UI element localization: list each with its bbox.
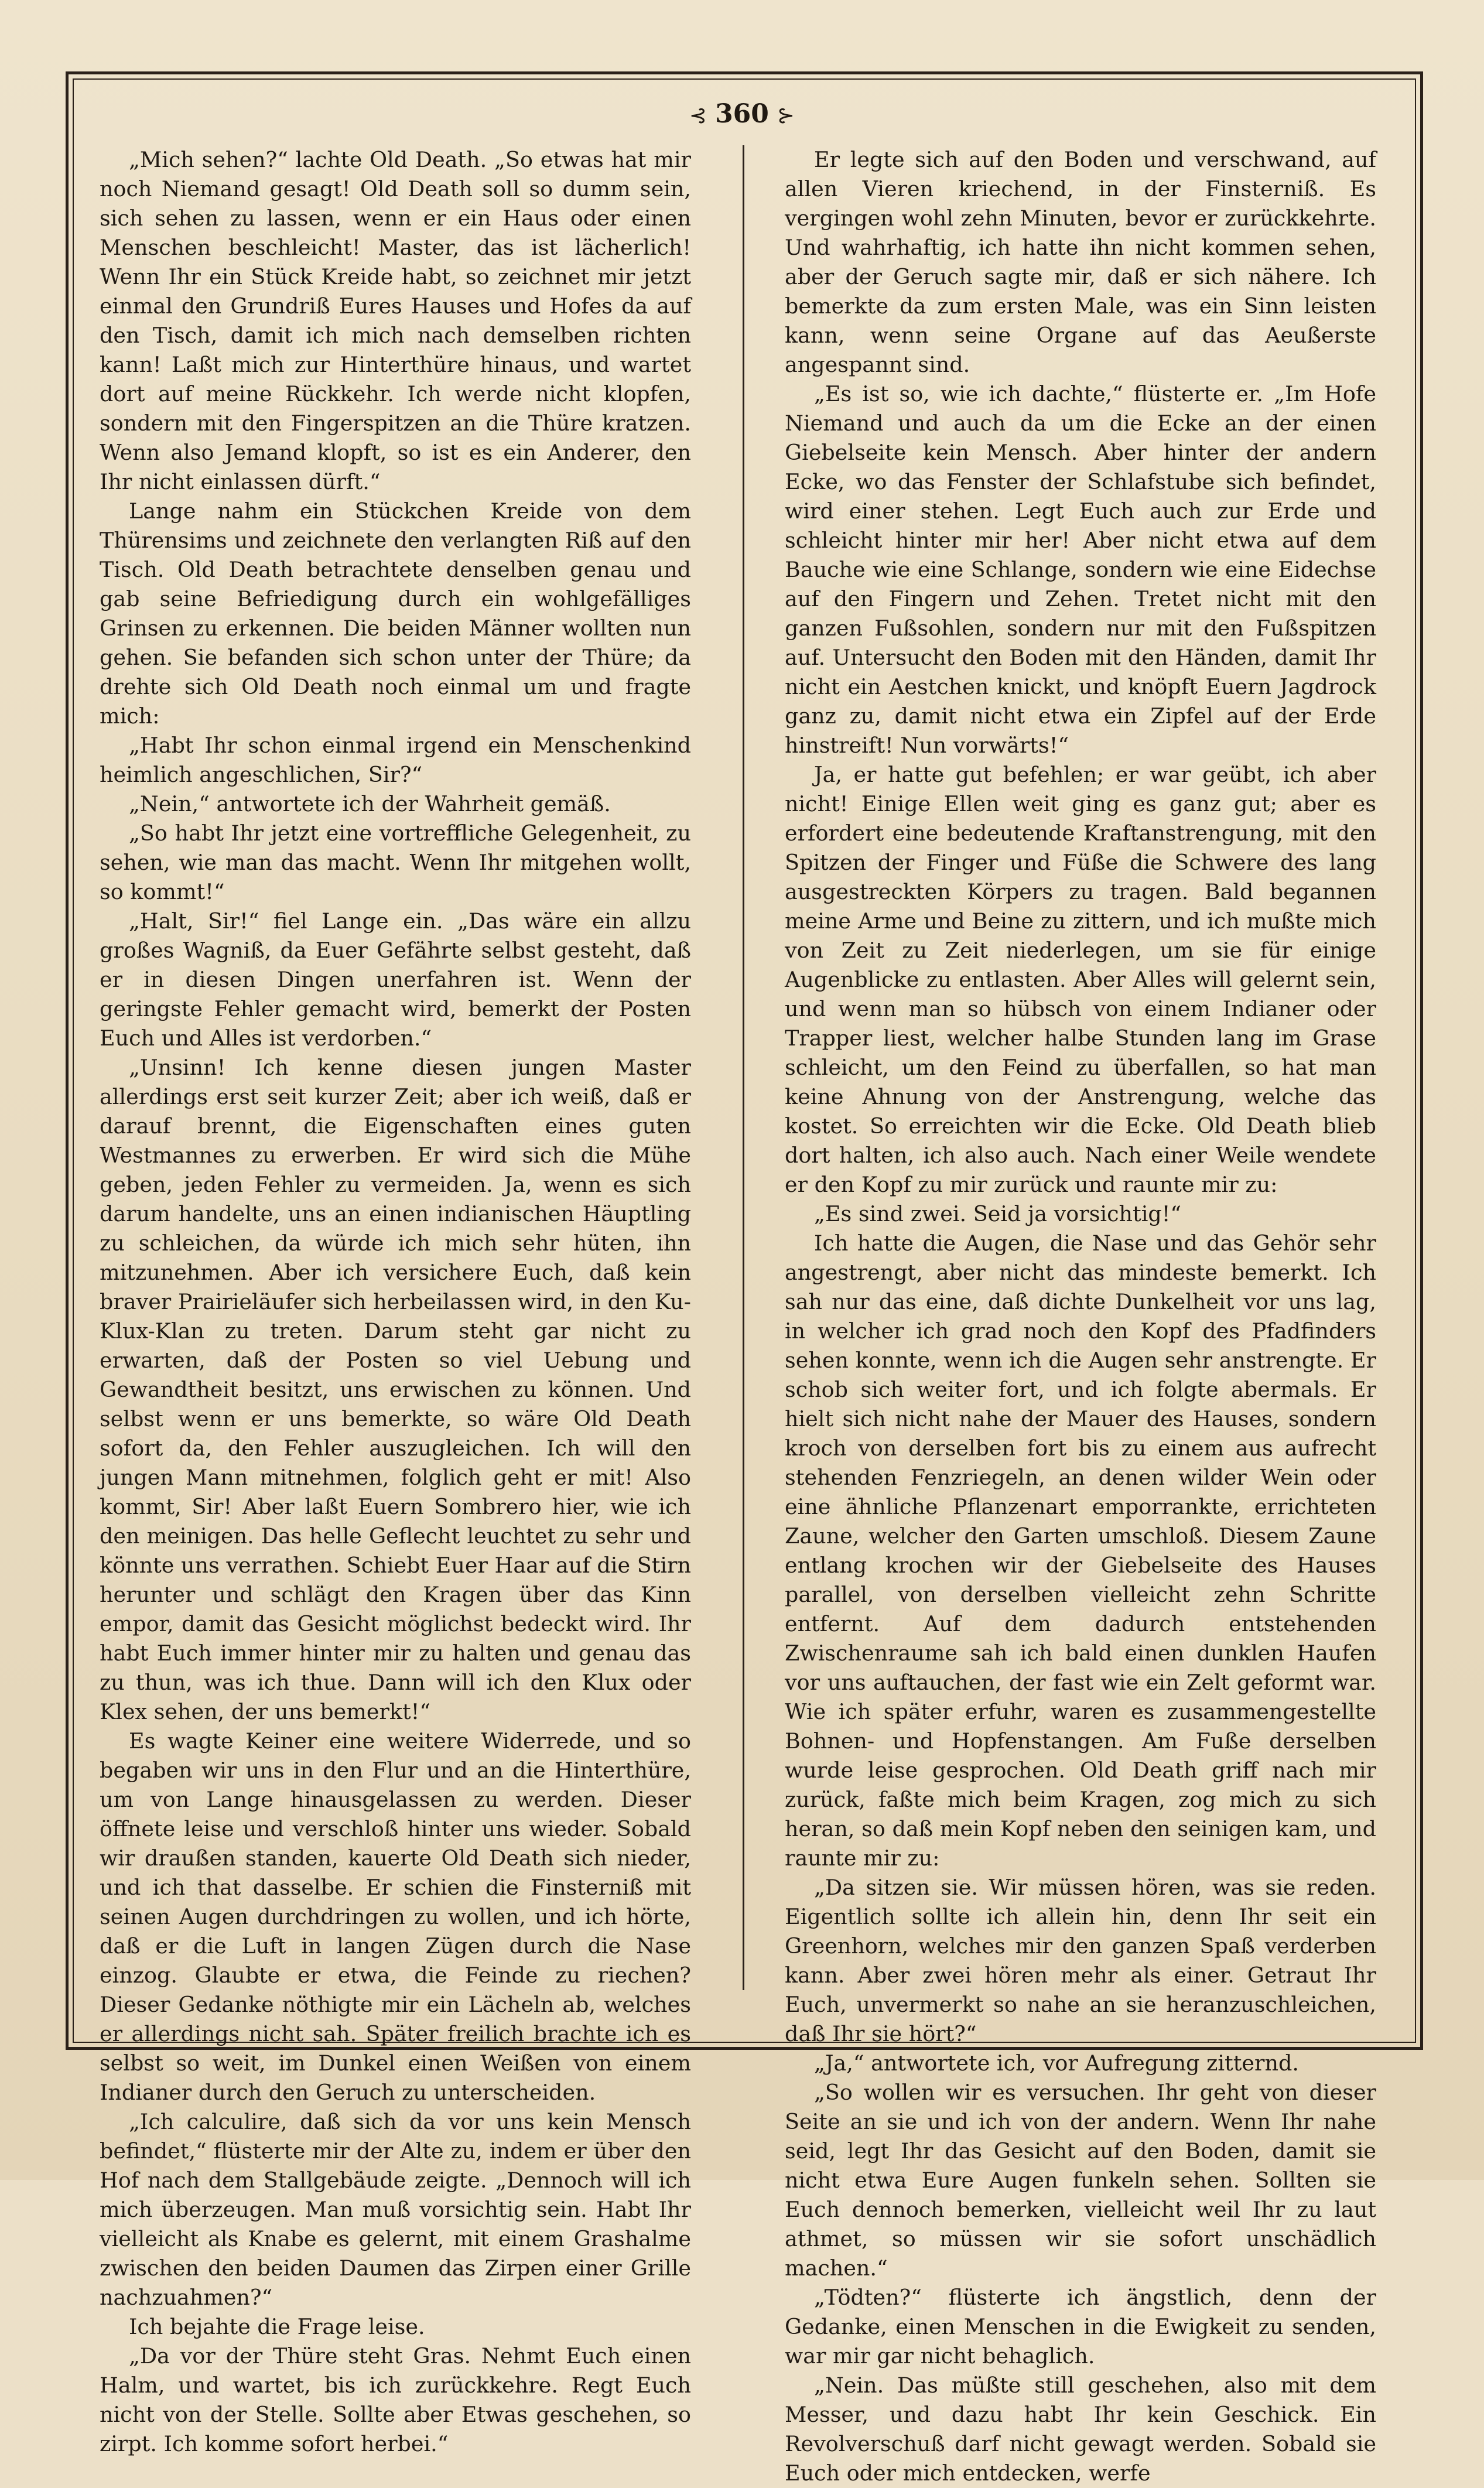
paragraph: Lange nahm ein Stückchen Kreide von dem Thürensims und zeichnete den verlangten Riß auf den Tisch. Old Death betrachtete denselben genau und gab seine Befriedigung durch ein wohlgefälliges Grinsen zu erkennen. Die beiden Männer wollten nun gehen. Sie befanden sich schon unter der Thüre; da drehte sich Old Death noch einmal um und fragte mich: [100, 498, 691, 729]
column-divider [743, 145, 744, 1990]
paragraph: „Es ist so, wie ich dachte,“ flüsterte er. „Im Hofe Niemand und auch da um die Ecke an der einen Giebelseite kein Mensch. Aber hinter der andern Ecke, wo das Fenster der Schlafstube sich befindet, wird einer stehen. Legt Euch auch zur Erde und schleicht hinter mir her! Aber nicht etwa auf dem Bauche wie eine Schlange, sondern wie eine Eidechse auf den Fingern und Zehen. Tretet nicht mit den ganzen Fußsohlen, sondern nur mit den Fußspitzen auf. Untersucht den Boden mit den Händen, damit Ihr nicht ein Aestchen knickt, und knöpft Euern Jagdrock ganz zu, damit nicht etwa ein Zipfel auf der Erde hinstreift! Nun vorwärts!“ [785, 381, 1376, 758]
paragraph: „Unsinn! Ich kenne diesen jungen Master allerdings erst seit kurzer Zeit; aber ich weiß, daß er darauf brennt, die Eigenschaften eines guten Westmannes zu erwerben. Er wird sich die Mühe geben, jeden Fehler zu vermeiden. Ja, wenn es sich darum handelte, uns an einen indianischen Häuptling zu schleichen, da würde ich mich sehr hüten, ihn mitzunehmen. Aber ich versichere Euch, daß kein braver Prairieläufer sich herbeilassen wird, in den Ku-Klux-Klan zu treten. Darum steht gar nicht zu erwarten, daß der Posten so viel Uebung und Gewandtheit besitzt, uns erwischen zu können. Und selbst wenn er uns bemerkte, so wäre Old Death sofort da, den Fehler auszugleichen. Ich will den jungen Mann mitnehmen, folglich geht er mit! Also kommt, Sir! Aber laßt Euern Sombrero hier, wie ich den meinigen. Das helle Geflecht leuchtet zu sehr und könnte uns verrathen. Schiebt Euer Haar auf die Stirn herunter und schlägt den Kragen über das Kinn empor, damit das Gesicht möglichst bedeckt wird. Ihr habt Euch immer hinter mir zu halten und genau das zu thun, was ich thue. Dann will ich den Klux oder Klex sehen, der uns bemerkt!“ [100, 1055, 691, 1724]
paragraph: Es wagte Keiner eine weitere Widerrede, und so begaben wir uns in den Flur und an die Hinterthüre, um von Lange hinausgelassen zu werden. Dieser öffnete leise und verschloß hinter uns wieder. Sobald wir draußen standen, kauerte Old Death sich nieder, und ich that dasselbe. Er schien die Finsterniß mit seinen Augen durchdringen zu wollen, und ich hörte, daß er die Luft in langen Zügen durch die Nase einzog. Glaubte er etwa, die Feinde zu riechen? Dieser Gedanke nöthigte mir ein Lächeln ab, welches er allerdings nicht sah. Später freilich brachte ich es selbst so weit, im Dunkel einen Weißen von einem Indianer durch den Geruch zu unterscheiden. [100, 1728, 691, 2105]
page-header [0, 94, 1484, 135]
ornament-left: ⊰ [689, 104, 707, 128]
page-number: 360 [715, 99, 769, 129]
right-column [785, 145, 1376, 2486]
paragraph: „Nein,“ antwortete ich der Wahrheit gemäß. [129, 791, 611, 816]
paragraph: „Es sind zwei. Seid ja vorsichtig!“ [814, 1201, 1182, 1226]
paragraph: „Tödten?“ flüsterte ich ängstlich, denn der Gedanke, einen Menschen in die Ewigkeit zu senden, war mir gar nicht behaglich. [785, 2285, 1376, 2369]
paragraph: Ich bejahte die Frage leise. [129, 2314, 425, 2339]
paragraph: „Halt, Sir!“ fiel Lange ein. „Das wäre ein allzu großes Wagniß, da Euer Gefährte selbst gesteht, daß er in diesen Dingen unerfahren ist. Wenn der geringste Fehler gemacht wird, bemerkt der Posten Euch und Alles ist verdorben.“ [100, 908, 691, 1051]
paragraph: „Mich sehen?“ lachte Old Death. „So etwas hat mir noch Niemand gesagt! Old Death soll so dumm sein, sich sehen zu lassen, wenn er ein Haus oder einen Menschen beschleicht! Master, das ist lächerlich! Wenn Ihr ein Stück Kreide habt, so zeichnet mir jetzt einmal den Grundriß Eures Hauses und Hofes da auf den Tisch, damit ich mich nach demselben richten kann! Laßt mich zur Hinterthüre hinaus, und wartet dort auf meine Rückkehr. Ich werde nicht klopfen, sondern mit den Fingerspitzen an die Thüre kratzen. Wenn also Jemand klopft, so ist es ein Anderer, den Ihr nicht einlassen dürft.“ [100, 147, 691, 494]
paragraph: „So wollen wir es versuchen. Ihr geht von dieser Seite an sie und ich von der andern. Wenn Ihr nahe seid, legt Ihr das Gesicht auf den Boden, damit sie nicht etwa Eure Augen funkeln sehen. Sollten sie Euch dennoch bemerken, vielleicht weil Ihr zu laut athmet, so müssen wir sie sofort unschädlich machen.“ [785, 2080, 1376, 2281]
left-column [100, 145, 691, 2456]
paragraph: „Ich calculire, daß sich da vor uns kein Mensch befindet,“ flüsterte mir der Alte zu, indem er über den Hof nach dem Stallgebäude zeigte. „Dennoch will ich mich überzeugen. Man muß vorsichtig sein. Habt Ihr vielleicht als Knabe es gelernt, mit einem Grashalme zwischen den beiden Daumen das Zirpen einer Grille nachzuahmen?“ [100, 2109, 691, 2310]
ornament-right: ⊱ [777, 104, 795, 128]
paragraph: Ja, er hatte gut befehlen; er war geübt, ich aber nicht! Einige Ellen weit ging es ganz gut; aber es erfordert eine bedeutende Kraftanstrengung, mit den Spitzen der Finger und Füße die Schwere des lang ausgestreckten Körpers zu tragen. Bald begannen meine Arme und Beine zu zittern, und ich mußte mich von Zeit zu Zeit niederlegen, um sie für einige Augenblicke zu entlasten. Aber Alles will gelernt sein, und wenn man so hübsch von einem Indianer oder Trapper liest, welcher halbe Stunden lang im Grase schleicht, um den Feind zu überfallen, so hat man keine Ahnung von der Anstrengung, welche das kostet. So erreichten wir die Ecke. Old Death blieb dort halten, ich also auch. Nach einer Weile wendete er den Kopf zu mir zurück und raunte mir zu: [785, 762, 1376, 1197]
paragraph: „Da vor der Thüre steht Gras. Nehmt Euch einen Halm, und wartet, bis ich zurückkehre. Regt Euch nicht von der Stelle. Sollte aber Etwas geschehen, so zirpt. Ich komme sofort herbei.“ [100, 2343, 691, 2456]
paragraph: „Da sitzen sie. Wir müssen hören, was sie reden. Eigentlich sollte ich allein hin, denn Ihr seit ein Greenhorn, welches mir den ganzen Spaß verderben kann. Aber zwei hören mehr als einer. Getraut Ihr Euch, unvermerkt so nahe an sie heranzuschleichen, daß Ihr sie hört?“ [785, 1875, 1376, 2046]
paragraph: „Ja,“ antwortete ich, vor Aufregung zitternd. [814, 2050, 1299, 2076]
paragraph: Ich hatte die Augen, die Nase und das Gehör sehr angestrengt, aber nicht das mindeste bemerkt. Ich sah nur das eine, daß dichte Dunkelheit vor uns lag, in welcher ich grad noch den Kopf des Pfadfinders sehen konnte, wenn ich die Augen sehr anstrengte. Er schob sich weiter fort, und ich folgte abermals. Er hielt sich nicht nahe der Mauer des Hauses, sondern kroch von derselben fort bis zu einem aus aufrecht stehenden Fenzriegeln, an denen wilder Wein oder eine ähnliche Pflanzenart emporrankte, errichteten Zaune, welcher den Garten umschloß. Diesem Zaune entlang krochen wir der Giebelseite des Hauses parallel, von derselben vielleicht zehn Schritte entfernt. Auf dem dadurch entstehenden Zwischenraume sah ich bald einen dunklen Haufen vor uns auftauchen, der fast wie ein Zelt geformt war. Wie ich später erfuhr, waren es zusammengestellte Bohnen- und Hopfenstangen. Am Fuße derselben wurde leise gesprochen. Old Death griff nach mir zurück, faßte mich beim Kragen, zog mich zu sich heran, so daß mein Kopf neben den seinigen kam, und raunte mir zu: [785, 1231, 1376, 1871]
paragraph: „So habt Ihr jetzt eine vortreffliche Gelegenheit, zu sehen, wie man das macht. Wenn Ihr mitgehen wollt, so kommt!“ [100, 821, 691, 904]
paragraph: Er legte sich auf den Boden und verschwand, auf allen Vieren kriechend, in der Finsterniß. Es vergingen wohl zehn Minuten, bevor er zurückkehrte. Und wahrhaftig, ich hatte ihn nicht kommen sehen, aber der Geruch sagte mir, daß er sich nähere. Ich bemerkte da zum ersten Male, was ein Sinn leisten kann, wenn seine Organe auf das Aeußerste angespannt sind. [785, 147, 1376, 377]
paragraph: „Nein. Das müßte still geschehen, also mit dem Messer, und dazu habt Ihr kein Geschick. Ein Revolverschuß darf nicht gewagt werden. Sobald sie Euch oder mich entdecken, werfe [785, 2373, 1376, 2486]
paragraph: „Habt Ihr schon einmal irgend ein Menschenkind heimlich angeschlichen, Sir?“ [100, 733, 691, 787]
